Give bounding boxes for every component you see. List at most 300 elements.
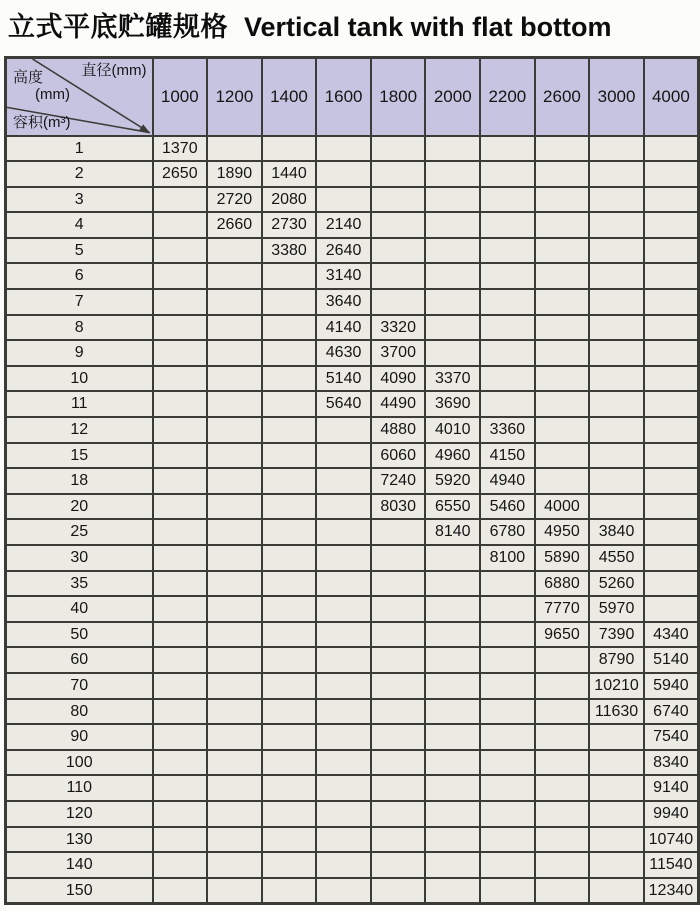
height-cell <box>207 827 262 853</box>
height-cell <box>644 136 699 162</box>
height-cell <box>153 596 208 622</box>
height-cell <box>371 161 426 187</box>
height-cell <box>371 775 426 801</box>
height-cell <box>316 878 371 904</box>
height-cell <box>425 238 480 264</box>
height-cell: 3360 <box>480 417 535 443</box>
height-cell <box>480 238 535 264</box>
height-cell <box>316 750 371 776</box>
height-cell <box>207 878 262 904</box>
height-cell <box>153 263 208 289</box>
height-cell <box>480 775 535 801</box>
height-cell <box>153 647 208 673</box>
height-cell <box>644 238 699 264</box>
height-cell <box>371 852 426 878</box>
height-cell <box>262 878 317 904</box>
height-cell <box>589 827 644 853</box>
height-cell <box>371 647 426 673</box>
height-cell <box>480 212 535 238</box>
table-row <box>6 673 699 699</box>
height-cell <box>153 750 208 776</box>
height-cell <box>153 443 208 469</box>
height-cell: 6550 <box>425 494 480 520</box>
height-cell <box>207 494 262 520</box>
height-cell <box>589 212 644 238</box>
height-cell <box>262 750 317 776</box>
height-cell <box>644 519 699 545</box>
height-cell <box>535 724 590 750</box>
height-cell <box>644 596 699 622</box>
height-cell <box>262 263 317 289</box>
height-cell: 4150 <box>480 443 535 469</box>
row-header-volume: 30 <box>6 545 153 571</box>
column-header-1600: 1600 <box>316 58 371 136</box>
height-cell: 3370 <box>425 366 480 392</box>
height-cell: 5260 <box>589 571 644 597</box>
height-cell: 8790 <box>589 647 644 673</box>
row-header-volume: 25 <box>6 519 153 545</box>
height-cell <box>480 699 535 725</box>
height-cell <box>316 801 371 827</box>
height-cell: 8030 <box>371 494 426 520</box>
row-header-volume: 4 <box>6 212 153 238</box>
height-cell <box>535 673 590 699</box>
corner-cell <box>6 58 153 136</box>
height-cell <box>535 161 590 187</box>
height-cell: 2140 <box>316 212 371 238</box>
table-header <box>6 58 699 136</box>
table-row <box>6 801 699 827</box>
height-cell <box>371 571 426 597</box>
row-header-volume: 5 <box>6 238 153 264</box>
height-cell <box>425 136 480 162</box>
height-cell <box>207 545 262 571</box>
row-header-volume: 18 <box>6 468 153 494</box>
height-cell <box>207 519 262 545</box>
row-header-volume: 10 <box>6 366 153 392</box>
height-cell <box>644 443 699 469</box>
height-cell: 5970 <box>589 596 644 622</box>
height-cell <box>371 212 426 238</box>
height-cell <box>316 443 371 469</box>
height-cell: 4940 <box>480 468 535 494</box>
height-cell <box>371 724 426 750</box>
height-cell <box>371 699 426 725</box>
height-cell: 9940 <box>644 801 699 827</box>
height-cell: 5920 <box>425 468 480 494</box>
table-row <box>6 571 699 597</box>
height-cell <box>371 878 426 904</box>
height-cell <box>153 775 208 801</box>
height-cell: 6880 <box>535 571 590 597</box>
table-row <box>6 647 699 673</box>
height-cell <box>425 775 480 801</box>
table-row <box>6 187 699 213</box>
height-cell <box>153 340 208 366</box>
corner-height-label-line2: (mm) <box>35 86 70 103</box>
height-cell <box>262 340 317 366</box>
height-cell <box>535 263 590 289</box>
table-row <box>6 161 699 187</box>
height-cell: 4000 <box>535 494 590 520</box>
height-cell <box>316 827 371 853</box>
height-cell <box>153 699 208 725</box>
height-cell <box>207 366 262 392</box>
height-cell <box>153 852 208 878</box>
row-header-volume: 130 <box>6 827 153 853</box>
table-row <box>6 852 699 878</box>
height-cell <box>480 263 535 289</box>
height-cell: 7770 <box>535 596 590 622</box>
height-cell: 2660 <box>207 212 262 238</box>
table-row <box>6 699 699 725</box>
column-header-4000: 4000 <box>644 58 699 136</box>
height-cell: 5140 <box>644 647 699 673</box>
row-header-volume: 70 <box>6 673 153 699</box>
height-cell <box>480 315 535 341</box>
row-header-volume: 8 <box>6 315 153 341</box>
height-cell <box>425 571 480 597</box>
row-header-volume: 3 <box>6 187 153 213</box>
height-cell <box>153 238 208 264</box>
row-header-volume: 100 <box>6 750 153 776</box>
corner-diameter-label: 直径(mm) <box>81 62 147 79</box>
height-cell <box>644 161 699 187</box>
height-cell: 1440 <box>262 161 317 187</box>
height-cell <box>480 571 535 597</box>
row-header-volume: 1 <box>6 136 153 162</box>
height-cell <box>262 468 317 494</box>
height-cell <box>480 801 535 827</box>
height-cell <box>589 724 644 750</box>
height-cell <box>153 801 208 827</box>
row-header-volume: 35 <box>6 571 153 597</box>
height-cell <box>535 750 590 776</box>
height-cell <box>153 571 208 597</box>
height-cell <box>535 212 590 238</box>
height-cell <box>589 136 644 162</box>
height-cell <box>589 852 644 878</box>
height-cell <box>425 187 480 213</box>
height-cell: 4630 <box>316 340 371 366</box>
height-cell <box>207 443 262 469</box>
table-row <box>6 238 699 264</box>
row-header-volume: 11 <box>6 391 153 417</box>
row-header-volume: 9 <box>6 340 153 366</box>
row-header-volume: 40 <box>6 596 153 622</box>
height-cell <box>207 852 262 878</box>
height-cell <box>371 827 426 853</box>
height-cell <box>262 571 317 597</box>
height-cell <box>371 622 426 648</box>
corner-height-label-line1: 高度 <box>13 69 44 86</box>
height-cell <box>644 212 699 238</box>
table-body <box>6 136 699 904</box>
height-cell <box>207 775 262 801</box>
height-cell: 3640 <box>316 289 371 315</box>
height-cell <box>644 289 699 315</box>
height-cell <box>535 801 590 827</box>
column-header-1400: 1400 <box>262 58 317 136</box>
height-cell <box>153 622 208 648</box>
height-cell <box>535 136 590 162</box>
row-header-volume: 50 <box>6 622 153 648</box>
height-cell <box>316 417 371 443</box>
height-cell <box>644 315 699 341</box>
height-cell <box>425 673 480 699</box>
height-cell <box>589 366 644 392</box>
height-cell <box>371 596 426 622</box>
height-cell <box>207 417 262 443</box>
height-cell <box>316 545 371 571</box>
column-header-1000: 1000 <box>153 58 208 136</box>
height-cell <box>425 878 480 904</box>
height-cell <box>644 366 699 392</box>
height-cell <box>371 545 426 571</box>
height-cell <box>535 878 590 904</box>
height-cell <box>480 878 535 904</box>
height-cell <box>153 827 208 853</box>
height-cell: 3320 <box>371 315 426 341</box>
height-cell <box>316 622 371 648</box>
height-cell <box>535 468 590 494</box>
height-cell <box>153 724 208 750</box>
height-cell: 9650 <box>535 622 590 648</box>
height-cell <box>425 622 480 648</box>
height-cell: 4950 <box>535 519 590 545</box>
height-cell <box>480 161 535 187</box>
height-cell <box>589 289 644 315</box>
height-cell <box>316 647 371 673</box>
height-cell <box>153 315 208 341</box>
height-cell: 4550 <box>589 545 644 571</box>
height-cell <box>535 289 590 315</box>
height-cell <box>262 366 317 392</box>
height-cell <box>262 417 317 443</box>
height-cell <box>262 699 317 725</box>
height-cell: 10740 <box>644 827 699 853</box>
table-row <box>6 289 699 315</box>
row-header-volume: 6 <box>6 263 153 289</box>
height-cell <box>589 187 644 213</box>
height-cell: 5940 <box>644 673 699 699</box>
height-cell <box>644 494 699 520</box>
height-cell <box>262 673 317 699</box>
height-cell <box>207 596 262 622</box>
height-cell: 9140 <box>644 775 699 801</box>
height-cell: 5640 <box>316 391 371 417</box>
table-row <box>6 724 699 750</box>
height-cell <box>589 263 644 289</box>
row-header-volume: 90 <box>6 724 153 750</box>
height-cell <box>262 622 317 648</box>
height-cell <box>425 647 480 673</box>
height-cell <box>644 340 699 366</box>
height-cell <box>153 673 208 699</box>
height-cell <box>644 468 699 494</box>
height-cell <box>262 519 317 545</box>
height-cell <box>316 699 371 725</box>
height-cell: 3380 <box>262 238 317 264</box>
table-row <box>6 827 699 853</box>
height-cell <box>316 468 371 494</box>
height-cell <box>644 391 699 417</box>
height-cell <box>316 187 371 213</box>
height-cell <box>316 596 371 622</box>
height-cell <box>371 801 426 827</box>
height-cell <box>589 238 644 264</box>
height-cell <box>316 519 371 545</box>
table-row <box>6 212 699 238</box>
page-title <box>0 0 700 44</box>
height-cell: 11630 <box>589 699 644 725</box>
height-cell <box>262 827 317 853</box>
row-header-volume: 140 <box>6 852 153 878</box>
height-cell <box>480 750 535 776</box>
height-cell <box>425 596 480 622</box>
table-row <box>6 519 699 545</box>
height-cell <box>153 366 208 392</box>
height-cell <box>589 775 644 801</box>
height-cell <box>425 545 480 571</box>
page-title-cn: 立式平底贮罐规格 <box>8 12 228 42</box>
height-cell <box>644 417 699 443</box>
height-cell <box>207 289 262 315</box>
height-cell: 3140 <box>316 263 371 289</box>
height-cell <box>480 622 535 648</box>
height-cell: 7390 <box>589 622 644 648</box>
height-cell <box>535 827 590 853</box>
height-cell <box>480 136 535 162</box>
height-cell <box>425 724 480 750</box>
height-cell <box>262 315 317 341</box>
height-cell <box>207 571 262 597</box>
height-cell: 8100 <box>480 545 535 571</box>
table-row <box>6 366 699 392</box>
height-cell <box>207 673 262 699</box>
height-cell <box>207 724 262 750</box>
corner-volume-label: 容积(m³) <box>13 113 71 131</box>
height-cell <box>425 340 480 366</box>
column-header-2000: 2000 <box>425 58 480 136</box>
table-row <box>6 417 699 443</box>
row-header-volume: 110 <box>6 775 153 801</box>
height-cell <box>644 571 699 597</box>
height-cell <box>644 545 699 571</box>
height-cell <box>425 161 480 187</box>
table-row <box>6 878 699 904</box>
height-cell: 2640 <box>316 238 371 264</box>
table-row <box>6 750 699 776</box>
table-row <box>6 136 699 162</box>
height-cell <box>207 263 262 289</box>
height-cell: 4140 <box>316 315 371 341</box>
height-cell <box>153 289 208 315</box>
table-row <box>6 775 699 801</box>
height-cell <box>316 161 371 187</box>
height-cell <box>207 238 262 264</box>
height-cell: 7540 <box>644 724 699 750</box>
height-cell <box>480 289 535 315</box>
height-cell <box>262 775 317 801</box>
height-cell <box>153 391 208 417</box>
page-title-en: Vertical tank with flat bottom <box>244 12 612 42</box>
row-header-volume: 120 <box>6 801 153 827</box>
height-cell <box>535 417 590 443</box>
height-cell <box>480 647 535 673</box>
height-cell: 2730 <box>262 212 317 238</box>
height-cell <box>153 519 208 545</box>
height-cell <box>480 724 535 750</box>
height-cell: 4340 <box>644 622 699 648</box>
height-cell <box>480 340 535 366</box>
height-cell <box>535 366 590 392</box>
height-cell <box>371 263 426 289</box>
tank-spec-table <box>4 56 700 905</box>
height-cell: 5140 <box>316 366 371 392</box>
height-cell <box>371 187 426 213</box>
height-cell: 10210 <box>589 673 644 699</box>
height-cell <box>425 827 480 853</box>
height-cell <box>480 673 535 699</box>
height-cell <box>316 571 371 597</box>
height-cell <box>207 801 262 827</box>
table-row <box>6 443 699 469</box>
height-cell <box>535 238 590 264</box>
height-cell: 1890 <box>207 161 262 187</box>
height-cell: 11540 <box>644 852 699 878</box>
height-cell: 4090 <box>371 366 426 392</box>
height-cell <box>153 187 208 213</box>
height-cell: 5890 <box>535 545 590 571</box>
height-cell <box>425 750 480 776</box>
height-cell <box>425 212 480 238</box>
column-header-1800: 1800 <box>371 58 426 136</box>
height-cell <box>153 212 208 238</box>
height-cell <box>371 289 426 315</box>
table-row <box>6 622 699 648</box>
height-cell <box>535 443 590 469</box>
height-cell <box>535 391 590 417</box>
row-header-volume: 80 <box>6 699 153 725</box>
row-header-volume: 2 <box>6 161 153 187</box>
height-cell <box>153 468 208 494</box>
row-header-volume: 7 <box>6 289 153 315</box>
height-cell <box>262 136 317 162</box>
height-cell <box>316 724 371 750</box>
height-cell <box>262 391 317 417</box>
height-cell <box>207 699 262 725</box>
height-cell <box>480 852 535 878</box>
height-cell <box>262 545 317 571</box>
height-cell <box>207 468 262 494</box>
height-cell: 5460 <box>480 494 535 520</box>
row-header-volume: 60 <box>6 647 153 673</box>
height-cell <box>589 340 644 366</box>
height-cell <box>535 852 590 878</box>
table-row <box>6 391 699 417</box>
height-cell <box>153 494 208 520</box>
height-cell <box>207 622 262 648</box>
height-cell <box>589 801 644 827</box>
column-header-1200: 1200 <box>207 58 262 136</box>
height-cell: 2720 <box>207 187 262 213</box>
height-cell: 6740 <box>644 699 699 725</box>
height-cell <box>371 238 426 264</box>
height-cell <box>262 801 317 827</box>
height-cell: 3840 <box>589 519 644 545</box>
height-cell <box>425 852 480 878</box>
